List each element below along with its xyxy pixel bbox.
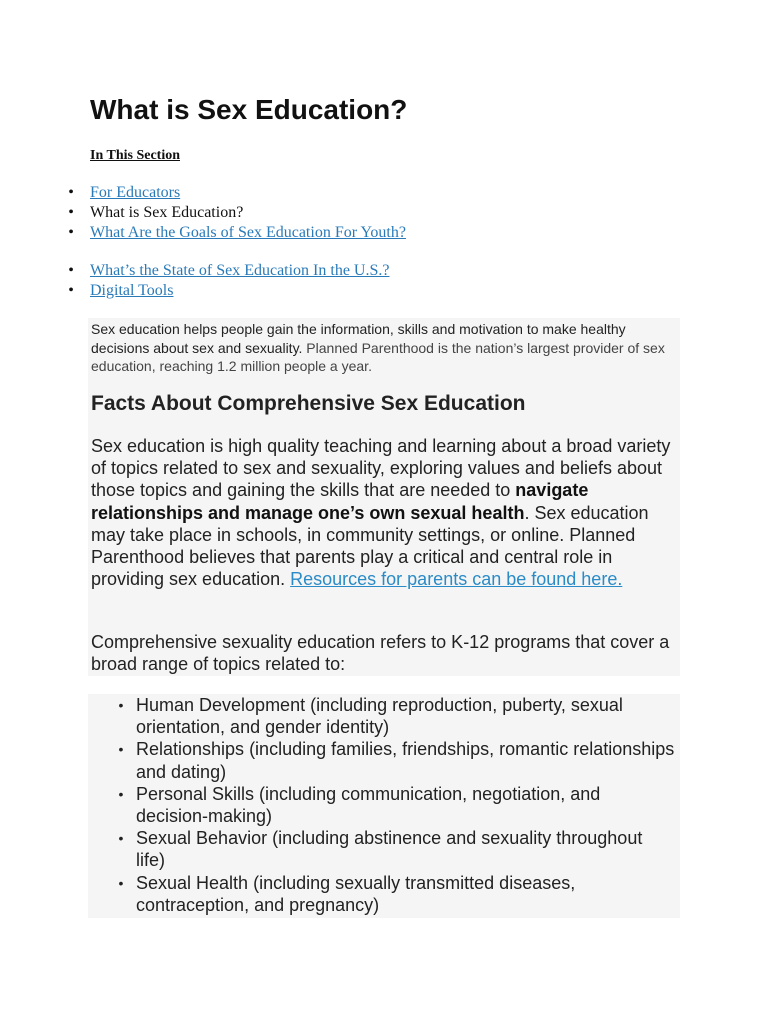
topic-text: Human Development (including reproduction, puberty, sexual orientation, and gender identity) (136, 695, 623, 738)
bullet-icon: • (68, 282, 74, 299)
nav-item-what-is-sex-education (68, 203, 406, 223)
section-label: In This Section (90, 148, 180, 163)
topic-text: Sexual Behavior (including abstinence and sexuality throughout life) (136, 828, 643, 871)
nav-item-state-of-sex-ed[interactable] (68, 261, 390, 281)
bullet-icon: • (118, 830, 124, 847)
bullet-icon: • (118, 785, 124, 802)
content-block-facts (88, 318, 680, 676)
nav-item-for-educators[interactable] (68, 183, 406, 203)
nav-item-digital-tools[interactable] (68, 281, 389, 301)
list-item (118, 827, 676, 871)
nav-link-goals[interactable]: What Are the Goals of Sex Education For Youth? (90, 224, 406, 241)
intro-paragraph (91, 320, 675, 376)
bullet-icon: • (118, 874, 124, 891)
intro-text-provider: Planned Parenthood is the nation’s largest provider of sex education, reaching 1.2 million people a year. (91, 339, 665, 374)
page-title: What is Sex Education? (90, 94, 408, 125)
bullet-icon: • (118, 697, 124, 713)
definition-text-rest: . Sex education may take place in schools, in community settings, or online. Planned Parenthood believes that parents play a critical and central role in providing sex education. (91, 502, 649, 590)
nav-link-state-of-sex-ed[interactable]: What’s the State of Sex Education In the U.S.? (90, 262, 390, 279)
definition-text-emphasis: navigate relationships and manage one’s own sexual health (91, 480, 589, 523)
topics-list (118, 694, 676, 916)
nav-link-for-educators[interactable]: For Educators (90, 184, 181, 201)
section-nav-list-continued (68, 261, 390, 301)
content-block-topics (88, 694, 680, 918)
facts-heading: Facts About Comprehensive Sex Education (91, 392, 526, 415)
intro-text-main: Sex education helps people gain the information, skills and motivation to make healthy decisions about sex and sexuality. (91, 321, 626, 356)
nav-item-goals[interactable] (68, 223, 406, 243)
list-item (118, 738, 676, 782)
bullet-icon: • (68, 184, 74, 201)
list-item (118, 783, 676, 827)
parent-resources-link[interactable]: Resources for parents can be found here. (290, 569, 623, 590)
bullet-icon: • (118, 741, 124, 758)
section-nav-list (68, 183, 406, 243)
definition-text-start: Sex education is high quality teaching and learning about a broad variety of topics related to sex and sexuality, exploring values and beliefs about those topics and gaining the skills that are needed to (91, 436, 671, 501)
list-item (118, 694, 676, 738)
list-item (118, 872, 676, 916)
comprehensive-paragraph: Comprehensive sexuality education refers to K-12 programs that cover a broad range of topics related to: (91, 632, 670, 675)
nav-current-item: What is Sex Education? (90, 204, 244, 221)
bullet-icon: • (68, 204, 74, 221)
topic-text: Personal Skills (including communication, negotiation, and decision-making) (136, 783, 601, 827)
topic-text: Sexual Health (including sexually transmitted diseases, contraception, and pregnancy) (136, 872, 576, 915)
bullet-icon: • (68, 224, 74, 241)
nav-link-digital-tools[interactable]: Digital Tools (90, 282, 174, 299)
bullet-icon: • (68, 262, 74, 279)
topic-text: Relationships (including families, friendships, romantic relationships and dating) (136, 739, 675, 782)
definition-paragraph (91, 435, 679, 590)
